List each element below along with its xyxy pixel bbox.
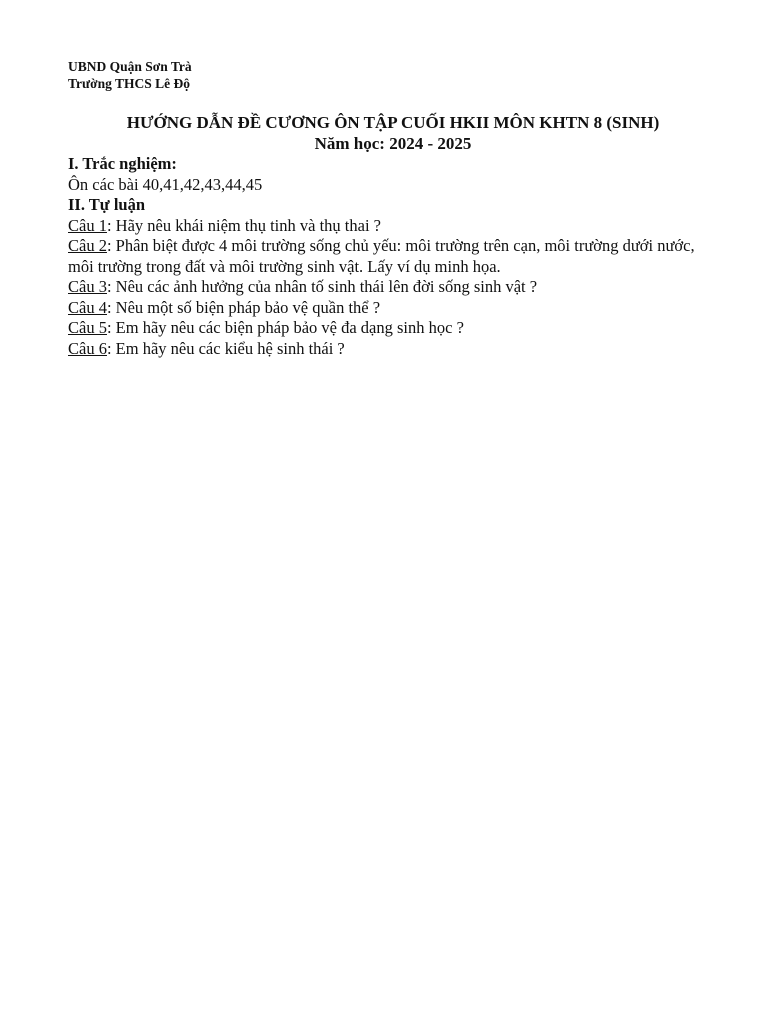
question-item [68,277,708,298]
question-text: : Em hãy nêu các biện pháp bảo vệ đa dạng sinh học ? [106,318,464,337]
section-essay-heading: II. Tự luận [68,195,146,214]
section-multiple-choice-heading: I. Trắc nghiệm: [68,154,177,173]
question-item [68,318,708,339]
document-content [68,154,708,359]
question-label: Câu 5 [68,318,107,337]
question-item [68,298,708,319]
district-name: UBND Quận Sơn Trà [68,59,192,74]
question-text: : Hãy nêu khái niệm thụ tinh và thụ thai ? [106,215,381,235]
question-label: Câu 2 [68,236,107,255]
document-title: HƯỚNG DẪN ĐỀ CƯƠNG ÔN TẬP CUỐI HKII MÔN KHTN 8 (SINH) [126,113,660,132]
question-item [68,236,708,277]
document-title-block [0,112,768,154]
school-name: Trường THCS Lê Độ [68,76,190,91]
question-text: : Phân biệt được 4 môi trường sống chủ yếu: môi trường trên cạn, môi trường dưới nước, môi trường trong đất và môi trường sinh vật. Lấy ví dụ minh họa. [68,236,695,276]
question-item [68,216,708,237]
question-text: : Nêu một số biện pháp bảo vệ quần thể ? [106,297,381,317]
question-label: Câu 1 [68,215,107,235]
question-text: : Em hãy nêu các kiểu hệ sinh thái ? [106,338,345,358]
question-text: : Nêu các ảnh hưởng của nhân tố sinh thái lên đời sống sinh vật ? [106,277,538,296]
question-label: Câu 6 [68,338,107,358]
school-year: Năm học: 2024 - 2025 [314,134,472,153]
section-multiple-choice-text: Ôn các bài 40,41,42,43,44,45 [68,174,263,194]
document-header [68,58,192,92]
question-label: Câu 4 [68,297,107,317]
question-label: Câu 3 [68,277,107,296]
question-item [68,339,708,360]
